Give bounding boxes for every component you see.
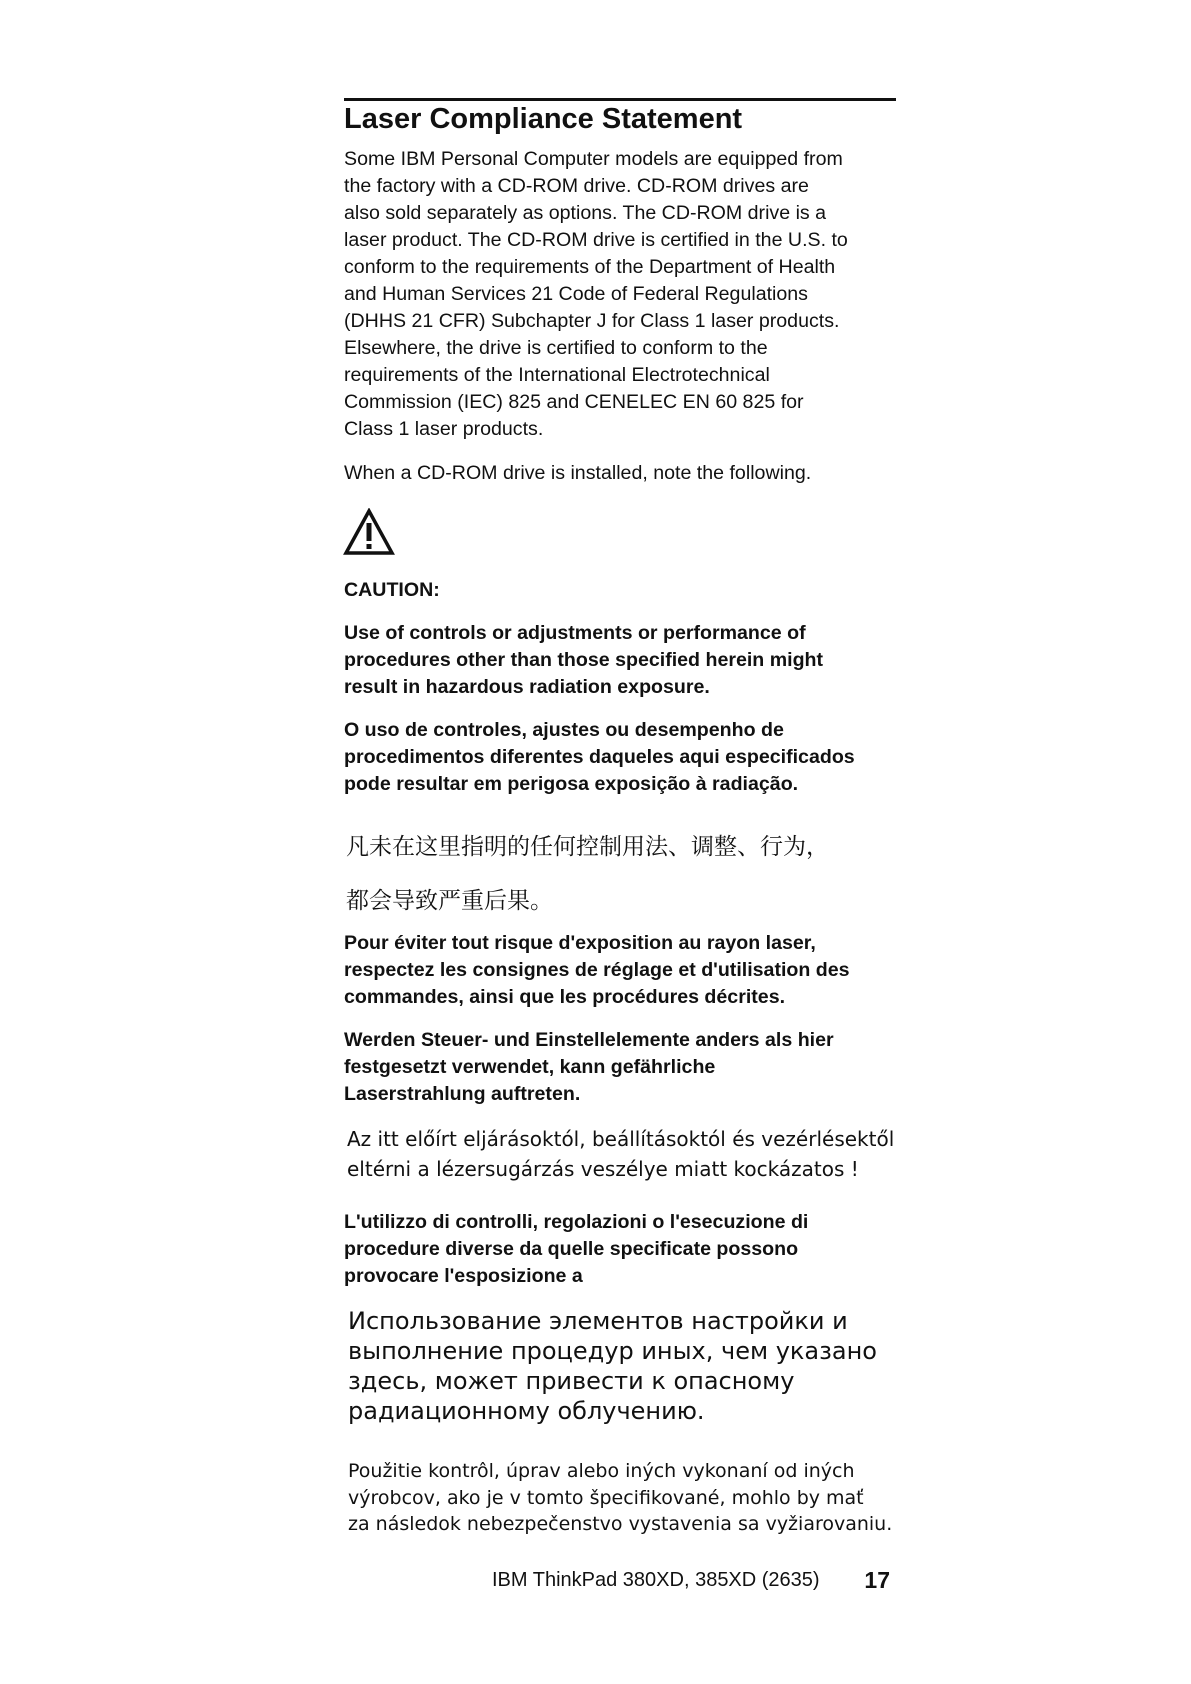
- intro-paragraph: Some IBM Personal Computer models are equipped from the factory with a CD-ROM drive. CD-ROM drives are also sold separately as options. The CD-ROM drive is a laser product. The CD-ROM drive is certified in the U.S. to conform to the requirements of the Department of Health and Human Services 21 Code of Federal Regulations (DHHS 21 CFR) Subchapter J for Class 1 laser products. Elsewhere, the drive is certified to conform to the requirements of the International Electrotechnical Commission (IEC) 825 and CENELEC EN 60 825 for Class 1 laser products.: [344, 148, 848, 440]
- caution-text-hungarian: Az itt előírt eljárásoktól, beállításoktól és vezérlésektől eltérni a lézersugárzás veszélye miatt kockázatos !: [347, 1127, 895, 1181]
- page-title: Laser Compliance Statement: [344, 103, 743, 135]
- installation-note: When a CD-ROM drive is installed, note the following.: [344, 462, 812, 484]
- caution-text-french: Pour éviter tout risque d'exposition au rayon laser, respectez les consignes de réglage et d'utilisation des commandes, ainsi que les procédures décrites.: [344, 932, 850, 1008]
- caution-text-slovak: Použitie kontrôl, úprav alebo iných vykonaní od iných výrobcov, ako je v tomto špecifikované, mohlo by mať za následok nebezpečenstvo vystavenia sa vyžiarovaniu.: [348, 1460, 893, 1535]
- caution-text-english: Use of controls or adjustments or performance of procedures other than those specified herein might result in hazardous radiation exposure.: [344, 622, 824, 698]
- caution-label: CAUTION:: [344, 579, 440, 601]
- caution-text-russian: Использование элементов настройки и выполнение процедур иных, чем указано здесь, может привести к опасному радиационному облучению.: [348, 1307, 877, 1425]
- caution-text-portuguese: O uso de controles, ajustes ou desempenho de procedimentos diferentes daqueles aqui especificados pode resultar em perigosa exposição à radiação.: [344, 719, 855, 795]
- warning-triangle-icon: [343, 508, 395, 556]
- heading-rule: [344, 98, 896, 101]
- caution-text-german: Werden Steuer- und Einstellelemente anders als hier festgesetzt verwendet, kann gefährliche Laserstrahlung auftreten.: [344, 1029, 834, 1105]
- footer-product: IBM ThinkPad 380XD, 385XD (2635): [492, 1569, 820, 1591]
- caution-text-chinese: 凡未在这里指明的任何控制用法、调整、行为， 都会导致严重后果。: [346, 834, 829, 914]
- page-number: 17: [864, 1567, 890, 1593]
- caution-text-italian: L'utilizzo di controlli, regolazioni o l'esecuzione di procedure diverse da quelle specificate possono provocare l'esposizione a: [344, 1211, 809, 1287]
